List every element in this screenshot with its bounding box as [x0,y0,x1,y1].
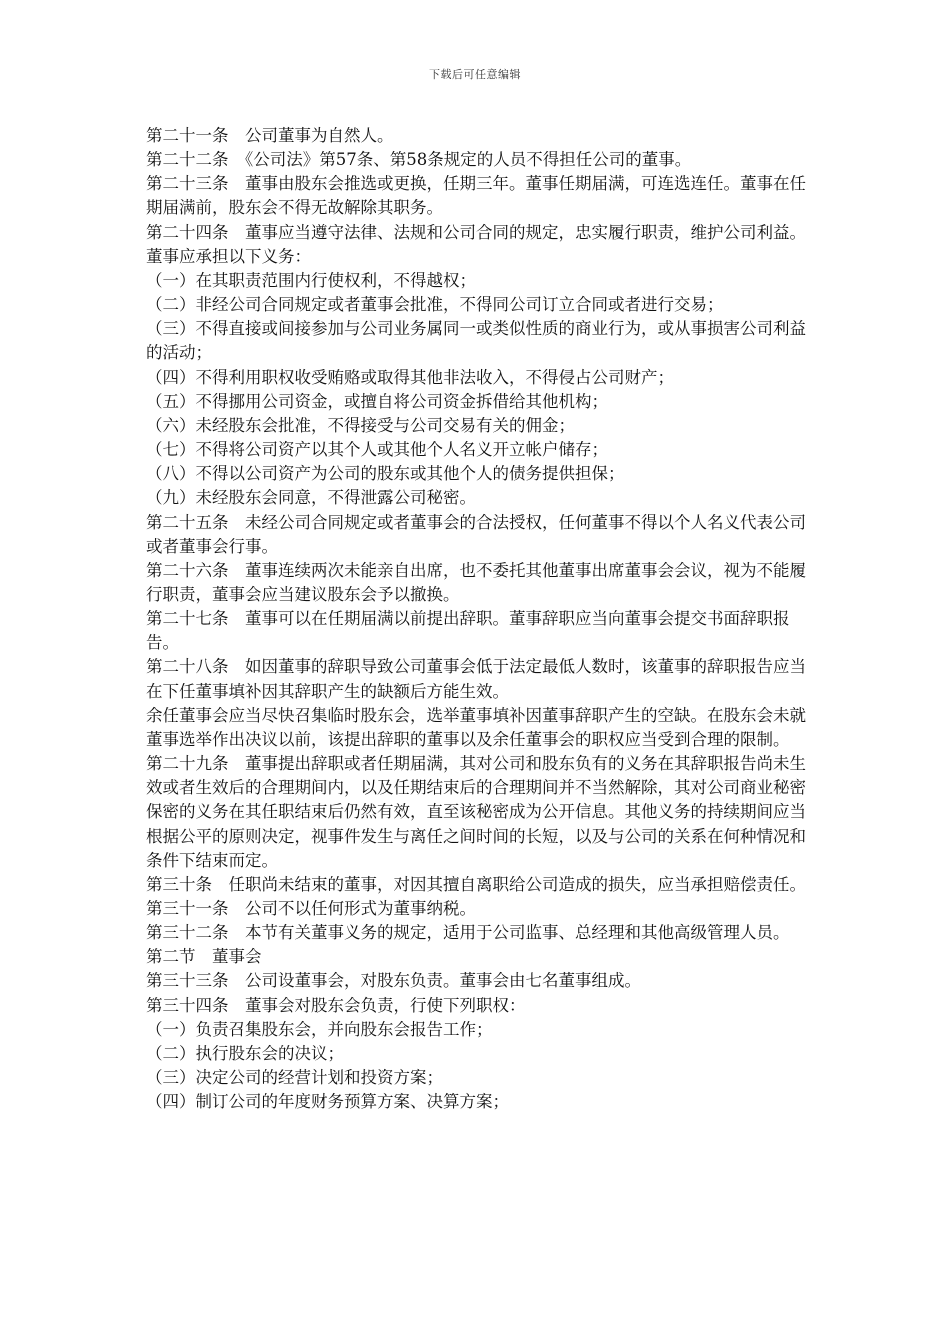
page-header: 下载后可任意编辑 [429,68,521,81]
article-22: 第二十二条 《公司法》第57条、第58条规定的人员不得担任公司的董事。 [146,150,692,170]
article-21: 第二十一条 公司董事为自然人。 [146,126,394,145]
article-24-item-2: （二）非经公司合同规定或者董事会批准，不得同公司订立合同或者进行交易； [146,295,724,315]
article-24-item-3: （三）不得直接或间接参加与公司业务属同一或类似性质的商业行为，或从事损害公司利益的活动； [146,319,806,363]
article-28-continuation: 余任董事会应当尽快召集临时股东会，选举董事填补因董事辞职产生的空缺。在股东会未就董事选举作出决议以前，该提出辞职的董事以及余任董事会的职权应当受到合理的限制。 [146,705,806,749]
article-31: 第三十一条 公司不以任何形式为董事纳税。 [146,899,476,918]
article-25: 第二十五条 未经公司合同规定或者董事会的合法授权，任何董事不得以个人名义代表公司或者董事会行事。 [146,512,806,556]
article-34-item-4: （四）制订公司的年度财务预算方案、决算方案； [146,1092,509,1112]
article-24-item-8: （八）不得以公司资产为公司的股东或其他个人的债务提供担保； [146,464,625,484]
article-33: 第三十三条 公司设董事会，对股东负责。董事会由七名董事组成。 [146,971,641,991]
article-23: 第二十三条 董事由股东会推选或更换，任期三年。董事任期届满，可连选连任。董事在任期届满前，股东会不得无故解除其职务。 [146,174,806,218]
article-24-item-4: （四）不得利用职权收受贿赂或取得其他非法收入，不得侵占公司财产； [146,367,674,387]
article-24-item-5: （五）不得挪用公司资金，或擅自将公司资金拆借给其他机构； [146,391,608,411]
article-24-item-9: （九）未经股东会同意，不得泄露公司秘密。 [146,488,476,508]
article-34: 第三十四条 董事会对股东会负责，行使下列职权： [146,995,526,1015]
article-24: 第二十四条 董事应当遵守法律、法规和公司合同的规定，忠实履行职责，维护公司利益。董事应承担以下义务： [146,222,806,266]
document-body [146,124,810,1114]
article-32: 第三十二条 本节有关董事义务的规定，适用于公司监事、总经理和其他高级管理人员。 [146,923,790,943]
section-heading: 第二节 董事会 [146,947,262,967]
article-34-item-3: （三）决定公司的经营计划和投资方案； [146,1068,443,1088]
article-34-item-1: （一）负责召集股东会，并向股东会报告工作； [146,1019,493,1039]
article-24-item-7: （七）不得将公司资产以其个人或其他个人名义开立帐户储存； [146,440,608,460]
article-34-item-2: （二）执行股东会的决议； [146,1043,344,1063]
article-29: 第二十九条 董事提出辞职或者任期届满，其对公司和股东负有的义务在其辞职报告尚未生效或者生效后的合理期间内，以及任期结束后的合理期间并不当然解除，其对公司商业秘密保密的义务在其任职结束后仍然有效，直至该秘密成为公开信息。其他义务的持续期间应当根据公平的原则决定，视事件发生与离任之间时间的长短，以及与公司的关系在何种情况和条件下结束而定。 [146,754,806,870]
article-27: 第二十七条 董事可以在任期届满以前提出辞职。董事辞职应当向董事会提交书面辞职报告。 [146,609,790,653]
article-30: 第三十条 任职尚未结束的董事，对因其擅自离职给公司造成的损失，应当承担赔偿责任。 [146,874,806,894]
article-24-item-1: （一）在其职责范围内行使权利，不得越权； [146,270,476,290]
article-24-item-6: （六）未经股东会批准，不得接受与公司交易有关的佣金； [146,415,575,435]
article-28: 第二十八条 如因董事的辞职导致公司董事会低于法定最低人数时，该董事的辞职报告应当在下任董事填补因其辞职产生的缺额后方能生效。 [146,657,806,701]
article-26: 第二十六条 董事连续两次未能亲自出席，也不委托其他董事出席董事会会议，视为不能履行职责，董事会应当建议股东会予以撤换。 [146,560,806,604]
